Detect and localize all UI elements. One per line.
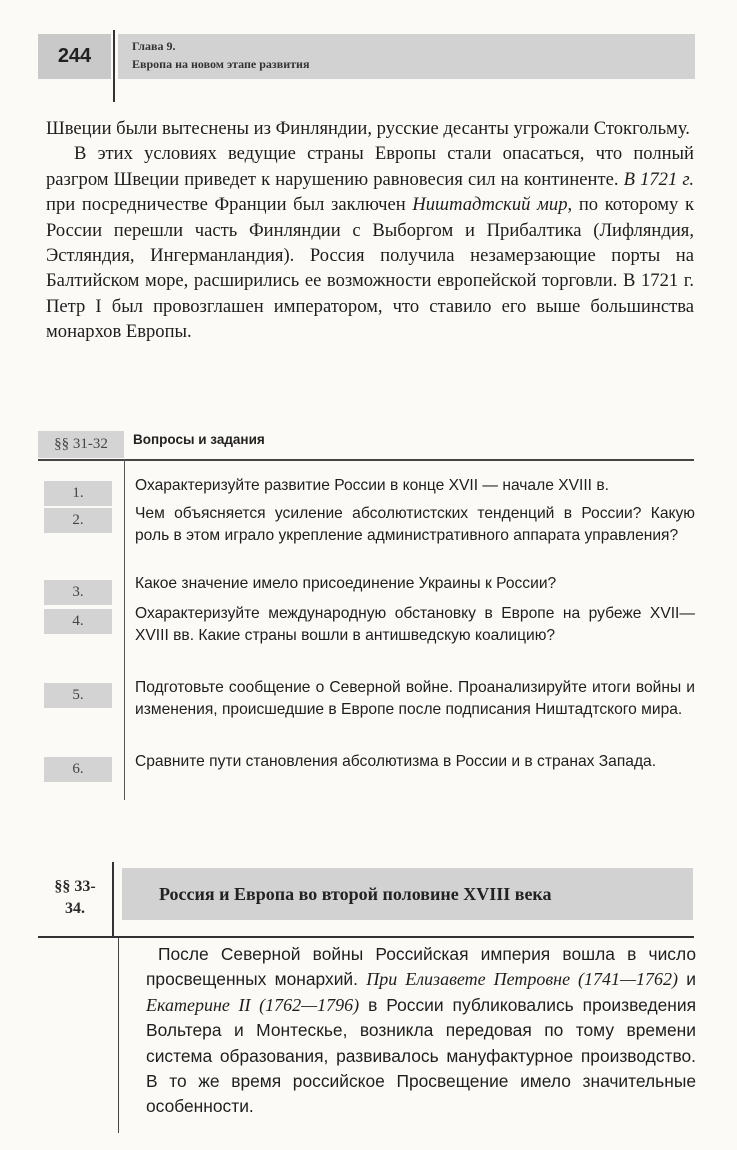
question-text-4: Охарактеризуйте международную обстановку в Европе на рубеже XVII—XVIII вв. Какие страны вошли в антишведскую коалицию? <box>135 605 695 644</box>
question-text-5: Подготовьте сообщение о Северной войне. Проанализируйте итоги войны и изменения, происшедшие в Европе после подписания Ништадтского мира. <box>135 679 695 718</box>
section-divider <box>38 936 694 938</box>
question-number-2: 2. <box>44 508 112 533</box>
section-vertical-rule <box>118 938 119 1133</box>
question-text-2: Чем объясняется усиление абсолютистских тенденций в России? Какую роль в этом играло укрепление административного аппарата управления? <box>135 505 695 544</box>
year-1721: В 1721 г. <box>623 168 695 190</box>
body-paragraph-1: Швеции были вытеснены из Финляндии, русские десанты угрожали Стокгольму. <box>46 118 690 139</box>
page-number: 244 <box>38 34 111 79</box>
catherine-reign: Екатерине II (1762—1796) <box>146 994 360 1015</box>
chapter-label: Глава 9. <box>132 39 176 53</box>
question-text-3: Какое значение имело присоединение Украины к России? <box>135 575 557 592</box>
question-number-1: 1. <box>44 481 112 506</box>
questions-divider <box>38 459 694 461</box>
header-divider <box>113 30 115 102</box>
section-number: §§ 33- 34. <box>54 878 96 917</box>
questions-section-label: §§ 31-32 <box>38 431 124 458</box>
section-intro-text: После Северной войны Российская империя вошла в число просвещенных монархий. При Елизавете Петровне (1741—1762) и Екатерине II (1762—1796) в России публиковались произведения Вольтера и Монтескье, возникла передовая по тому времени система образования, развивалось мануфактурное производство. В то же время российское Просвещение имело значительные особенности. <box>146 944 697 1117</box>
body-paragraph-2: В этих условиях ведущие страны Европы стали опасаться, что полный разгром Швеции приведет к нарушению равновесия сил на континенте. В 1721 г. при посредничестве Франции был заключен Ништадтский мир, по которому к России перешли часть Финляндии с Выборгом и Прибалтика (Лифляндия, Эстляндия, Ингерманландия). Россия получила незамерзающие порты на Балтийском море, расширились ее возможности европейской торговли. В 1721 г. Петр I был провозглашен императором, что ставило его выше большинства монархов Европы. <box>46 143 695 343</box>
question-number-4: 4. <box>44 609 112 634</box>
question-number-6: 6. <box>44 757 112 782</box>
question-number-3: 3. <box>44 580 112 605</box>
body-text <box>46 116 694 345</box>
question-text-1: Охарактеризуйте развитие России в конце XVII — начале XVIII в. <box>135 477 609 494</box>
nystad-treaty: Ништадтский мир <box>412 194 568 216</box>
section-number-divider <box>112 862 114 938</box>
questions-section-title: Вопросы и задания <box>133 432 265 447</box>
questions-vertical-rule <box>124 459 125 800</box>
elizabeth-reign: При Елизавете Петровне (1741—1762) <box>366 969 679 990</box>
question-text-6: Сравните пути становления абсолютизма в России и в странах Запада. <box>135 753 657 770</box>
question-number-5: 5. <box>44 683 112 708</box>
section-title: Россия и Европа во второй половине XVIII века <box>159 884 552 904</box>
chapter-title: Европа на новом этапе развития <box>132 57 310 71</box>
